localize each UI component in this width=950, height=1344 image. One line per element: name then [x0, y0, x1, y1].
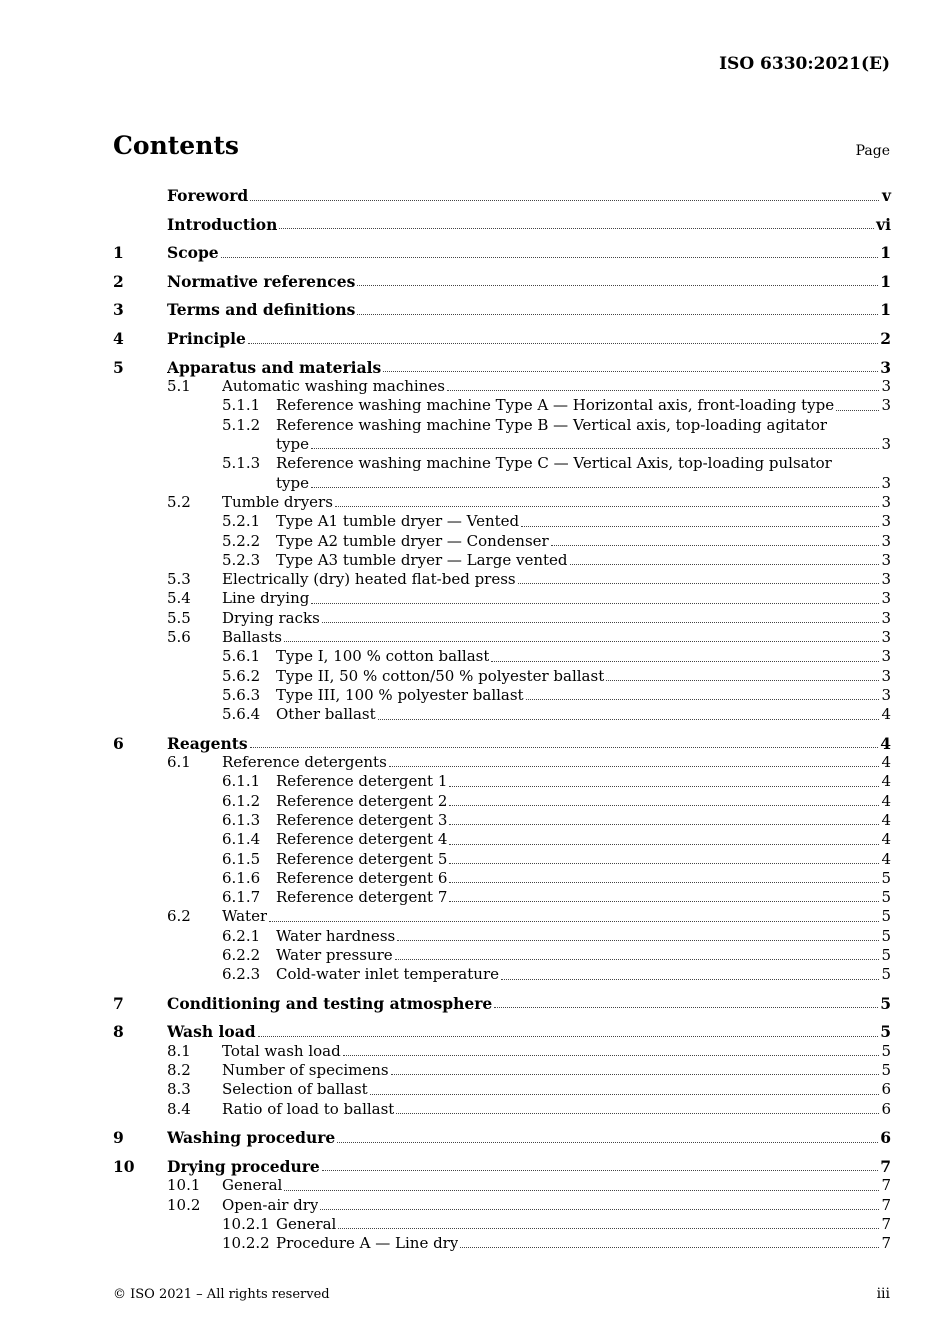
toc-entry[interactable]	[113, 377, 891, 396]
toc-entry-title: Reagents	[167, 733, 248, 753]
toc-entry-number: 4	[113, 328, 124, 348]
toc-entry-title: Other ballast	[276, 705, 376, 724]
dot-leader	[501, 979, 879, 980]
toc-entry-number: 6.1.3	[222, 810, 261, 829]
toc-entry[interactable]	[113, 888, 891, 907]
toc-entry-title: Total wash load	[222, 1041, 341, 1060]
toc-entry[interactable]	[113, 830, 891, 849]
toc-entry[interactable]	[113, 850, 891, 869]
toc-entry-number: 6.1.2	[222, 791, 261, 810]
toc-entry-number: 6.1.6	[222, 868, 261, 887]
dot-leader	[447, 390, 879, 391]
table-of-contents	[113, 186, 891, 1253]
toc-entry-number: 5.2	[167, 492, 191, 511]
toc-entry-title: Reference detergent 4	[276, 830, 448, 849]
dot-leader	[526, 699, 879, 700]
dot-leader	[337, 1142, 878, 1143]
toc-entry-title: Selection of ballast	[222, 1080, 368, 1099]
toc-entry-number: 5.3	[167, 570, 191, 589]
toc-entry-number: 5.2.2	[222, 531, 261, 550]
toc-entry-title: Procedure A — Line dry	[276, 1234, 459, 1253]
toc-entry-number: 6.1.5	[222, 849, 261, 868]
dot-leader	[449, 786, 879, 787]
toc-entry[interactable]	[113, 1061, 891, 1080]
dot-leader	[311, 487, 879, 488]
toc-entry-title: Line drying	[222, 589, 310, 608]
toc-entry-page: 4	[880, 733, 891, 753]
toc-entry[interactable]	[113, 1234, 891, 1253]
toc-entry-title: Reference washing machine Type C — Vertical Axis, top-loading pulsator	[276, 454, 832, 473]
toc-entry[interactable]	[113, 454, 891, 473]
toc-entry-number: 5.6.2	[222, 666, 261, 685]
dot-leader	[248, 343, 878, 344]
toc-entry-page: 7	[880, 1156, 891, 1176]
dot-leader	[449, 844, 879, 845]
toc-entry-page: 5	[880, 993, 891, 1013]
toc-entry-number: 5.1.2	[222, 415, 261, 434]
dot-leader	[258, 1036, 879, 1037]
toc-entry-title: Type III, 100 % polyester ballast	[276, 685, 524, 704]
page-number: iii	[876, 1286, 890, 1302]
toc-entry[interactable]	[113, 772, 891, 791]
dot-leader	[449, 901, 879, 902]
toc-entry-page: 3	[881, 396, 891, 415]
toc-entry-title: Conditioning and testing atmosphere	[167, 993, 493, 1013]
toc-entry-title: Washing procedure	[167, 1128, 336, 1148]
dot-leader	[357, 285, 878, 286]
toc-entry-title: Type A1 tumble dryer — Vented	[276, 512, 520, 531]
dot-leader	[370, 1094, 879, 1095]
toc-entry[interactable]	[113, 792, 891, 811]
toc-entry-title: Terms and definitions	[167, 300, 356, 320]
toc-entry-number: 6.2	[167, 907, 191, 926]
toc-entry-page: 5	[881, 926, 891, 945]
toc-entry-number: 10.1	[167, 1176, 201, 1195]
toc-entry-number: 10	[113, 1156, 135, 1176]
toc-entry-page: 4	[881, 753, 891, 772]
toc-entry[interactable]	[113, 512, 891, 531]
toc-entry-number: 10.2	[167, 1195, 201, 1214]
toc-entry-title: Drying procedure	[167, 1156, 320, 1176]
toc-entry-page: 3	[881, 570, 891, 589]
dot-leader	[322, 622, 879, 623]
toc-entry-number: 5.1	[167, 377, 191, 396]
toc-entry-title: Reference detergents	[222, 753, 387, 772]
toc-entry[interactable]	[113, 358, 891, 378]
toc-entry-number: 5.2.3	[222, 550, 261, 569]
toc-entry-title: Reference detergent 2	[276, 791, 448, 810]
dot-leader	[518, 583, 879, 584]
toc-entry[interactable]	[113, 416, 891, 435]
toc-entry-page: 4	[881, 772, 891, 791]
toc-entry-number: 5.1.1	[222, 396, 261, 415]
toc-entry-page: 7	[881, 1176, 891, 1195]
page-column-label: Page	[855, 143, 890, 159]
toc-entry[interactable]	[113, 1196, 891, 1215]
toc-entry-number: 3	[113, 300, 124, 320]
toc-entry-title: Wash load	[167, 1022, 256, 1042]
toc-entry[interactable]	[113, 589, 891, 608]
dot-leader	[284, 1190, 879, 1191]
dot-leader	[494, 1007, 878, 1008]
toc-entry-page: 4	[881, 849, 891, 868]
dot-leader	[357, 314, 878, 315]
toc-entry[interactable]	[113, 869, 891, 888]
toc-entry-number: 5.1.3	[222, 454, 261, 473]
toc-entry-page: 6	[880, 1128, 891, 1148]
toc-entry-title: Automatic washing machines	[222, 377, 445, 396]
toc-entry-number: 6.1	[167, 753, 191, 772]
toc-entry[interactable]	[113, 272, 891, 292]
toc-entry-number: 5.5	[167, 608, 191, 627]
toc-entry-number: 9	[113, 1128, 124, 1148]
dot-leader	[391, 1074, 879, 1075]
toc-entry-page: 7	[881, 1214, 891, 1233]
toc-entry-page: 3	[881, 589, 891, 608]
dot-leader	[836, 410, 879, 411]
dot-leader	[311, 603, 879, 604]
toc-entry-page: 3	[881, 628, 891, 647]
toc-entry[interactable]	[113, 570, 891, 589]
toc-entry-number: 6.1.1	[222, 772, 261, 791]
toc-entry-page: 3	[881, 531, 891, 550]
dot-leader	[389, 766, 879, 767]
toc-entry-page: 3	[881, 550, 891, 569]
toc-entry[interactable]	[113, 215, 891, 235]
toc-entry-page: 5	[881, 946, 891, 965]
dot-leader	[221, 257, 879, 258]
toc-entry-page: 1	[880, 243, 891, 263]
toc-entry[interactable]	[113, 1157, 891, 1177]
toc-entry[interactable]	[113, 609, 891, 628]
toc-entry-number: 5.2.1	[222, 512, 261, 531]
dot-leader	[449, 863, 879, 864]
toc-entry-page: 5	[881, 868, 891, 887]
toc-entry[interactable]	[113, 1042, 891, 1061]
dot-leader	[311, 448, 879, 449]
toc-entry-number: 8.2	[167, 1061, 191, 1080]
dot-leader	[551, 545, 879, 546]
toc-entry[interactable]	[113, 647, 891, 666]
toc-entry-page: 3	[881, 492, 891, 511]
toc-entry-title: Foreword	[167, 186, 249, 205]
toc-entry[interactable]	[113, 1215, 891, 1234]
toc-entry-number: 5	[113, 357, 124, 377]
toc-entry-number: 2	[113, 271, 124, 291]
page-title: Contents	[113, 131, 240, 160]
toc-entry-page: 4	[881, 810, 891, 829]
toc-entry[interactable]	[113, 1100, 891, 1119]
dot-leader	[250, 200, 879, 201]
dot-leader	[383, 371, 878, 372]
toc-entry-number: 6.1.4	[222, 830, 261, 849]
dot-leader	[335, 506, 879, 507]
dot-leader	[396, 1113, 879, 1114]
dot-leader	[449, 824, 879, 825]
toc-entry-page: 5	[881, 907, 891, 926]
toc-entry-number: 6.2.2	[222, 946, 261, 965]
toc-entry-title: Introduction	[167, 214, 278, 234]
dot-leader	[279, 228, 874, 229]
toc-entry-page: 2	[880, 328, 891, 348]
document-id: ISO 6330:2021(E)	[719, 54, 890, 74]
toc-entry[interactable]	[113, 705, 891, 724]
toc-entry-page: 3	[881, 512, 891, 531]
dot-leader	[397, 940, 879, 941]
toc-entry[interactable]	[113, 186, 891, 206]
toc-entry-title: Water pressure	[276, 946, 393, 965]
toc-entry[interactable]	[113, 811, 891, 830]
toc-entry-page: 3	[881, 473, 891, 492]
toc-entry-number: 10.2.1	[222, 1214, 270, 1233]
toc-entry-title: Electrically (dry) heated flat-bed press	[222, 570, 516, 589]
toc-entry[interactable]	[113, 300, 891, 320]
dot-leader	[449, 882, 879, 883]
copyright-notice: © ISO 2021 – All rights reserved	[113, 1287, 330, 1302]
toc-entry-title: Type A2 tumble dryer — Condenser	[276, 531, 549, 550]
toc-entry-number: 5.4	[167, 589, 191, 608]
toc-entry-number: 6.2.3	[222, 965, 261, 984]
toc-entry[interactable]	[113, 329, 891, 349]
dot-leader	[378, 719, 879, 720]
toc-entry-title: Normative references	[167, 271, 356, 291]
toc-entry-page: 3	[881, 666, 891, 685]
toc-entry-number: 5.6.4	[222, 705, 261, 724]
toc-entry-page: 4	[881, 830, 891, 849]
toc-entry[interactable]	[113, 667, 891, 686]
toc-entry[interactable]	[113, 532, 891, 551]
toc-entry-number: 5.6.1	[222, 647, 261, 666]
dot-leader	[269, 921, 879, 922]
toc-entry-page: 3	[881, 377, 891, 396]
toc-entry-title: Type II, 50 % cotton/50 % polyester ballast	[276, 666, 605, 685]
toc-entry-title: Cold-water inlet temperature	[276, 965, 499, 984]
toc-entry-page: 4	[881, 791, 891, 810]
toc-entry-title: Type A3 tumble dryer — Large vented	[276, 550, 568, 569]
toc-entry-title: Principle	[167, 328, 246, 348]
toc-entry[interactable]	[113, 753, 891, 772]
toc-entry[interactable]	[113, 734, 891, 754]
toc-entry-page: 3	[881, 647, 891, 666]
toc-entry-page: 1	[880, 300, 891, 320]
toc-entry-page: 1	[880, 271, 891, 291]
toc-entry-page: 7	[881, 1195, 891, 1214]
dot-leader	[250, 747, 879, 748]
toc-entry-page: 4	[881, 705, 891, 724]
toc-entry-title: Reference detergent 5	[276, 849, 448, 868]
toc-entry-number: 1	[113, 243, 124, 263]
toc-entry-title: Water hardness	[276, 926, 396, 945]
toc-entry-title: Type I, 100 % cotton ballast	[276, 647, 490, 666]
toc-entry-number: 8.3	[167, 1080, 191, 1099]
toc-entry-number: 5.6.3	[222, 685, 261, 704]
toc-entry-number: 7	[113, 993, 124, 1013]
dot-leader	[322, 1170, 878, 1171]
dot-leader	[284, 641, 879, 642]
toc-entry-title: Water	[222, 907, 268, 926]
toc-entry[interactable]	[113, 435, 891, 454]
toc-entry-title: Number of specimens	[222, 1061, 389, 1080]
toc-entry-page: vi	[876, 214, 891, 234]
toc-entry-title: Ratio of load to ballast	[222, 1099, 395, 1118]
toc-entry-title: Reference detergent 3	[276, 810, 448, 829]
toc-entry-title: Ballasts	[222, 628, 282, 647]
toc-entry-title: Tumble dryers	[222, 492, 333, 511]
toc-entry-number: 6	[113, 733, 124, 753]
toc-entry[interactable]	[113, 628, 891, 647]
toc-entry-page: v	[881, 186, 891, 205]
toc-entry[interactable]	[113, 396, 891, 415]
toc-entry-number: 5.6	[167, 628, 191, 647]
dot-leader	[606, 680, 879, 681]
dot-leader	[395, 959, 879, 960]
toc-entry-title: Reference washing machine Type B — Vertical axis, top-loading agitator	[276, 415, 828, 434]
toc-entry-page: 3	[880, 357, 891, 377]
toc-entry-number: 10.2.2	[222, 1234, 270, 1253]
toc-entry-page: 5	[880, 1022, 891, 1042]
toc-entry[interactable]	[113, 965, 891, 984]
toc-entry-page: 5	[881, 965, 891, 984]
toc-entry-page: 3	[881, 435, 891, 454]
toc-entry[interactable]	[113, 946, 891, 965]
toc-entry-number: 6.2.1	[222, 926, 261, 945]
toc-entry[interactable]	[113, 927, 891, 946]
toc-entry-title: Reference washing machine Type A — Horizontal axis, front-loading type	[276, 396, 835, 415]
toc-entry[interactable]	[113, 1022, 891, 1042]
toc-entry[interactable]	[113, 1080, 891, 1099]
toc-entry-page: 5	[881, 888, 891, 907]
dot-leader	[491, 661, 879, 662]
toc-entry-page: 7	[881, 1234, 891, 1253]
toc-entry-title: Apparatus and materials	[167, 357, 382, 377]
toc-entry-number: 6.1.7	[222, 888, 261, 907]
toc-entry-page: 3	[881, 685, 891, 704]
toc-entry-page: 6	[881, 1099, 891, 1118]
toc-entry[interactable]	[113, 686, 891, 705]
toc-entry-title: Reference detergent 6	[276, 868, 448, 887]
toc-entry[interactable]	[113, 243, 891, 263]
toc-entry-title: type	[276, 435, 309, 454]
toc-entry[interactable]	[113, 907, 891, 926]
toc-entry-title: General	[222, 1176, 283, 1195]
toc-entry[interactable]	[113, 1128, 891, 1148]
toc-entry-number: 8	[113, 1022, 124, 1042]
toc-entry-title: Reference detergent 1	[276, 772, 448, 791]
toc-entry[interactable]	[113, 493, 891, 512]
toc-entry-title: type	[276, 473, 309, 492]
dot-leader	[521, 526, 879, 527]
dot-leader	[449, 805, 879, 806]
toc-entry-title: Scope	[167, 243, 219, 263]
toc-entry-title: Open-air dry	[222, 1195, 319, 1214]
dot-leader	[320, 1209, 879, 1210]
toc-entry-title: General	[276, 1214, 337, 1233]
toc-entry[interactable]	[113, 994, 891, 1014]
toc-entry-number: 8.4	[167, 1099, 191, 1118]
toc-entry-title: Reference detergent 7	[276, 888, 448, 907]
toc-entry-page: 5	[881, 1061, 891, 1080]
toc-entry[interactable]	[113, 551, 891, 570]
dot-leader	[343, 1055, 879, 1056]
toc-entry-number: 8.1	[167, 1041, 191, 1060]
toc-entry-page: 6	[881, 1080, 891, 1099]
toc-entry[interactable]	[113, 474, 891, 493]
toc-entry-title: Drying racks	[222, 608, 320, 627]
dot-leader	[460, 1247, 879, 1248]
toc-entry-page: 3	[881, 608, 891, 627]
dot-leader	[338, 1228, 879, 1229]
toc-entry-page: 5	[881, 1041, 891, 1060]
dot-leader	[570, 564, 880, 565]
toc-entry[interactable]	[113, 1176, 891, 1195]
